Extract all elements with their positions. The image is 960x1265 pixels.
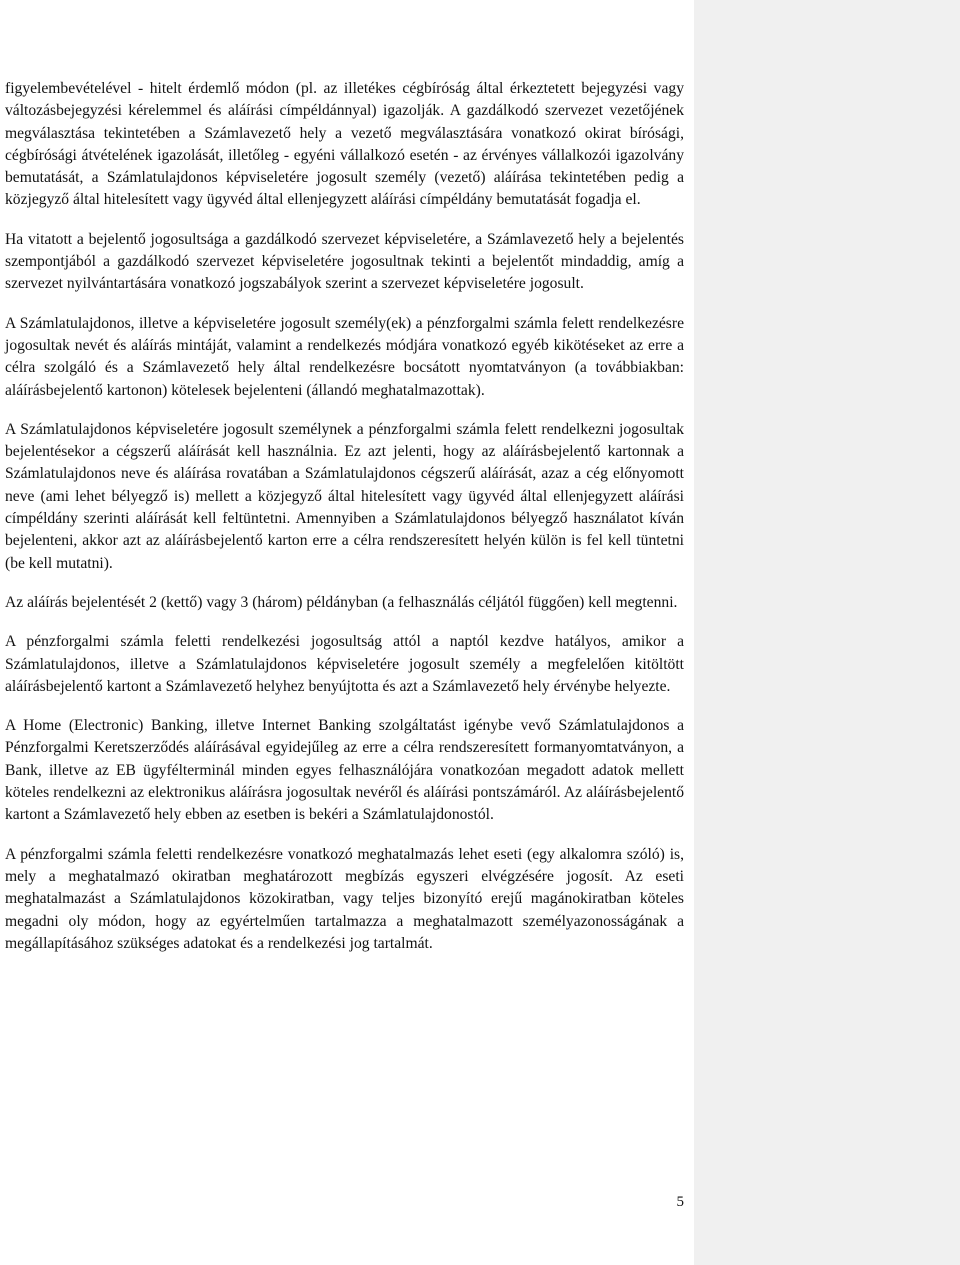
document-body [5,78,684,972]
paragraph-copies: Az aláírás bejelentését 2 (kettő) vagy 3 (három) példányban (a felhasználás céljától függően) kell megtenni. [5,593,678,611]
paragraph-one-time-authorization: A pénzforgalmi számla feletti rendelkezésre vonatkozó meghatalmazás lehet eseti (egy alkalomra szóló) is, mely a meghatalmazó okiratban meghatározott megbízás egyszeri elvégzésére jogosít. Az eseti meghatalmazást a Számlatulajdonos közokiratban, vagy teljes bizonyító erejű magánokiratban köteles megadni oly módon, hogy az egyértelműen tartalmazza a meghatalmazott személyazonosságának a megállapításához szükséges adatokat és a rendelkezési jog tartalmát. [5,845,684,952]
paragraph-signature-card: A Számlatulajdonos, illetve a képviseletére jogosult személy(ek) a pénzforgalmi számla felett rendelkezésre jogosultak nevét és aláírás mintáját, valamint a rendelkezés módjára vonatkozó egyéb kikötéseket az erre a célra szolgáló és a Számlavezető hely által rendelkezésre bocsátott nyomtatványon (a továbbiakban: aláírásbejelentő kartonon) kötelesek bejelenteni (állandó meghatalmazottak). [5,314,684,399]
page-number: 5 [676,1194,684,1210]
paragraph-effective-date: A pénzforgalmi számla feletti rendelkezési jogosultság attól a naptól kezdve hatályos, amikor a Számlatulajdonos, illetve a Számlatulajdonos képviseletére jogosult személy a megfelelően kitöltött aláírásbejelentő kartont a Számlavezető helyhez benyújtotta és azt a Számlavezető hely érvénybe helyezte. [5,633,684,695]
comment-margin-panel [694,0,960,1265]
paragraph-disputed-authority: Ha vitatott a bejelentő jogosultsága a gazdálkodó szervezet képviseletére, a Számlavezető hely a bejelentés szempontjából a gazdálkodó szervezet képviseletére jogosultnak tekinti a bejelentőt mindaddig, amíg a szervezet nyilvántartására vonatkozó jogszabályok szerint a szervezet képviseletére jogosult. [5,230,684,293]
paragraph-company-signature: A Számlatulajdonos képviseletére jogosult személynek a pénzforgalmi számla felett rendelkezni jogosultak bejelentésekor a cégszerű aláírását kell használnia. Ez azt jelenti, hogy az aláírásbejelentő kartonnak a Számlatulajdonos neve és aláírása rovatában a Számlatulajdonos cégszerű aláírását, azaz a cég előnyomott neve (ami lehet bélyegző is) mellett a közjegyző által hitelesített vagy ügyvéd által ellenjegyzett aláírási címpéldány szerinti aláírását kell feltüntetni. Amennyiben a Számlatulajdonos bélyegző használatot kíván bejelenteni, akkor azt az aláírásbejelentő karton erre a célra rendszeresített helyén külön is fel kell tüntetni (be kell mutatni). [5,420,684,572]
paragraph-electronic-banking: A Home (Electronic) Banking, illetve Internet Banking szolgáltatást igénybe vevő Számlatulajdonos a Pénzforgalmi Keretszerződés aláírásával egyidejűleg az erre a célra rendszeresített formanyomtatványon, a Bank, illetve az EB ügyfélterminál minden egyes felhasználójára vonatkozóan megadott adatok mellett köteles rendelkezni az elektronikus aláírásra jogosultak nevéről és aláírási pontszámáról. Az aláírásbejelentő kartont a Számlavezető hely ebben az esetben is bekéri a Számlatulajdonostól. [5,717,684,824]
paragraph-signature-verification: figyelembevételével - hitelt érdemlő módon (pl. az illetékes cégbíróság által érkeztetett bejegyzési vagy változásbejegyzési kérelemmel és aláírási címpéldánnyal) igazolják. A gazdálkodó szervezet vezetőjének megválasztása tekintetében a Számlavezető hely a vezető megválasztására vonatkozó okirat bírósági, cégbírósági átvételének igazolását, illetőleg - egyéni vállalkozó esetén - az érvényes vállalkozói igazolvány bemutatását, a Számlatulajdonos képviseletére jogosult személy (vezető) aláírása tekintetében pedig a közjegyző által hitelesített vagy ügyvéd által ellenjegyzett aláírási címpéldány bemutatását fogadja el. [5,80,684,209]
